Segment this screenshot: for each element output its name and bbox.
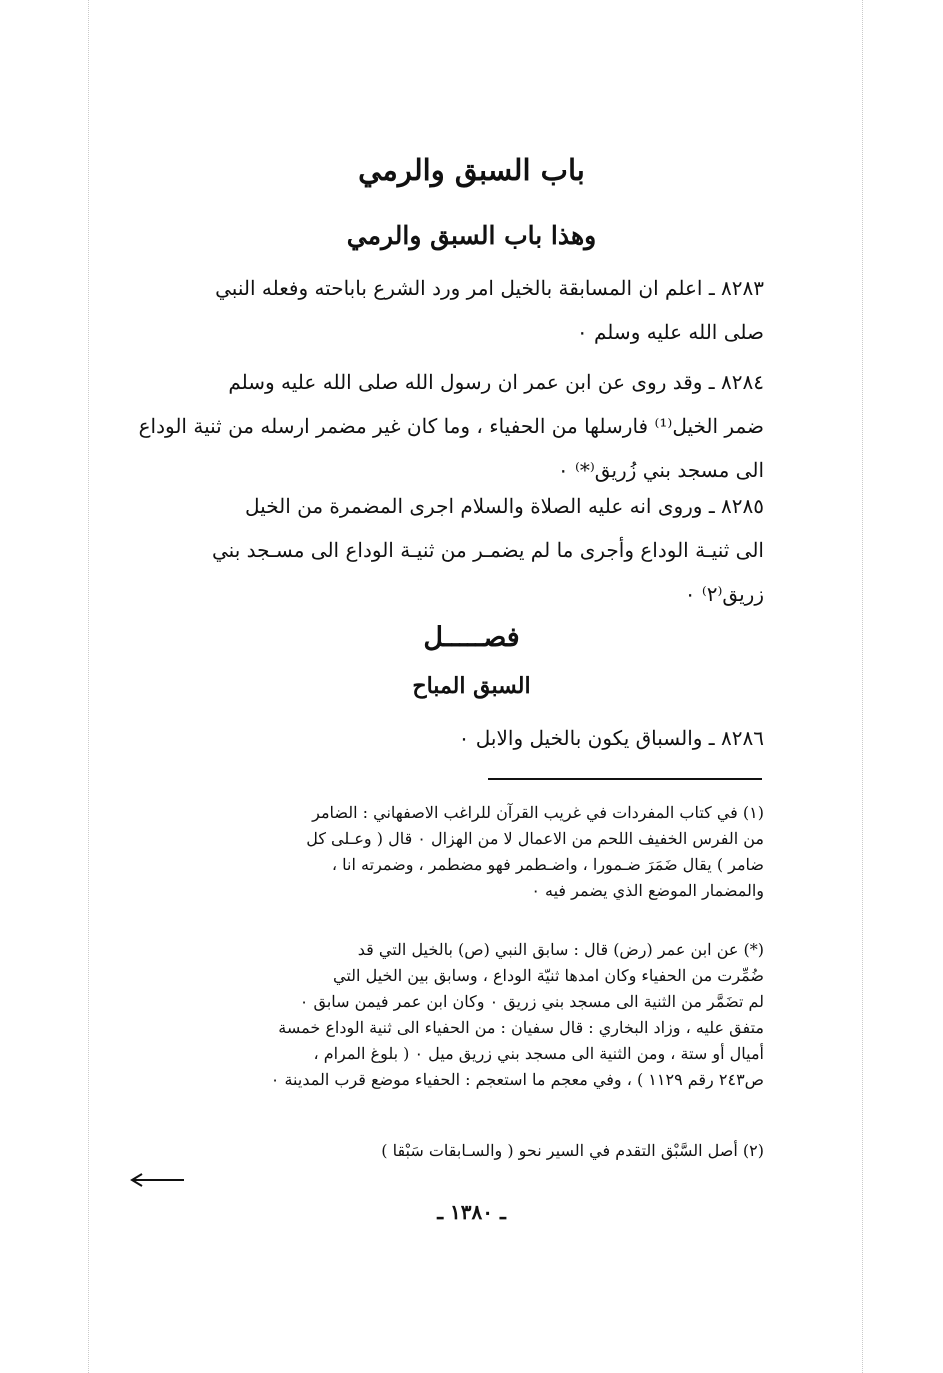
- page-number: ـ ١٣٨٠ ـ: [437, 1200, 506, 1224]
- footnote-line: (١) في كتاب المفردات في غريب القرآن للراغب الاصفهاني : الضامر: [312, 803, 764, 822]
- footnote-line: ص٢٤٣ رقم ١١٢٩ ) ، وفي معجم ما استعجم : الحفياء موضع قرب المدينة ٠: [270, 1070, 764, 1089]
- left-arrow-icon: [126, 1170, 186, 1190]
- footnote-line: ضامر ) يقال ضَمَرَ ضـمورا ، واضـطمر فهو مضطمر ، وضمرته انا ،: [331, 855, 764, 874]
- footnote-line: والمضمار الموضع الذي يضمر فيه ٠: [531, 881, 764, 900]
- footnote-line: متفق عليه ، وزاد البخاري : قال سفيان : من الحفياء الى ثنية الوداع خمسة: [278, 1018, 764, 1037]
- paragraph-line: ٨٢٨٥ ـ وروى انه عليه الصلاة والسلام اجرى المضمرة من الخيل: [245, 494, 764, 518]
- paragraph-8286: ٨٢٨٦ ـ والسباق يكون بالخيل والابل ٠: [458, 726, 764, 750]
- footnote-line: (*) عن ابن عمر (رض) قال : سابق النبي (ص) بالخيل التي قد: [357, 940, 764, 959]
- paragraph-line: ٨٢٨٣ ـ اعلم ان المسابقة بالخيل امر ورد الشرع باباحته وفعله النبي: [215, 276, 764, 300]
- paragraph-line: الى ثنيـة الوداع وأجرى ما لم يضمـر من ثنيـة الوداع الى مسـجد بني: [211, 538, 764, 562]
- footnote-line: (٢) أصل السَّبْق التقدم في السير نحو ( والسـابقات سَبْقا ): [381, 1141, 764, 1160]
- footnote-divider: [488, 778, 762, 780]
- chapter-title: باب السبق والرمي: [358, 153, 585, 187]
- paragraph-line: ضمر الخيل⁽¹⁾ فارسلها من الحفياء ، وما كان غير مضمر ارسله من ثنية الوداع: [138, 414, 764, 438]
- footnote-2: [122, 1138, 764, 1164]
- paragraph-line: ٨٢٨٤ ـ وقد روى عن ابن عمر ان رسول الله صلى الله عليه وسلم: [228, 370, 764, 394]
- paragraph-line: صلى الله عليه وسلم ٠: [576, 320, 764, 344]
- footnote-line: من الفرس الخفيف اللحم من الاعمال لا من الهزال ٠ قال ( وعـلى كل: [306, 829, 764, 848]
- footnote-1: [122, 800, 764, 904]
- section-heading: فصـــــل: [423, 622, 520, 653]
- paragraph-line: زريق⁽٢⁾ ٠: [684, 582, 764, 606]
- paragraph-line: الى مسجد بني زُريق⁽*⁾ ٠: [557, 458, 764, 482]
- paragraph-8283: [124, 266, 764, 354]
- chapter-subtitle: وهذا باب السبق والرمي: [346, 221, 597, 250]
- scan-edge-right: [862, 0, 863, 1373]
- footnote-star: [122, 937, 764, 1093]
- paragraph-8284: [124, 360, 764, 492]
- footnote-line: ضُمِّرت من الحفياء وكان امدها ثنيّة الوداع ، وسابق بين الخيل التي: [333, 966, 764, 985]
- section-subheading: السبق المباح: [412, 673, 531, 699]
- footnote-line: أميال أو ستة ، ومن الثنية الى مسجد بني زريق ميل ٠ ( بلوغ المرام ،: [313, 1044, 764, 1063]
- scan-edge-left: [88, 0, 89, 1373]
- footnote-line: لم تضَمَّر من الثنية الى مسجد بني زريق ٠ وكان ابن عمر فيمن سابق ٠: [299, 992, 764, 1011]
- paragraph-8285: [124, 484, 764, 616]
